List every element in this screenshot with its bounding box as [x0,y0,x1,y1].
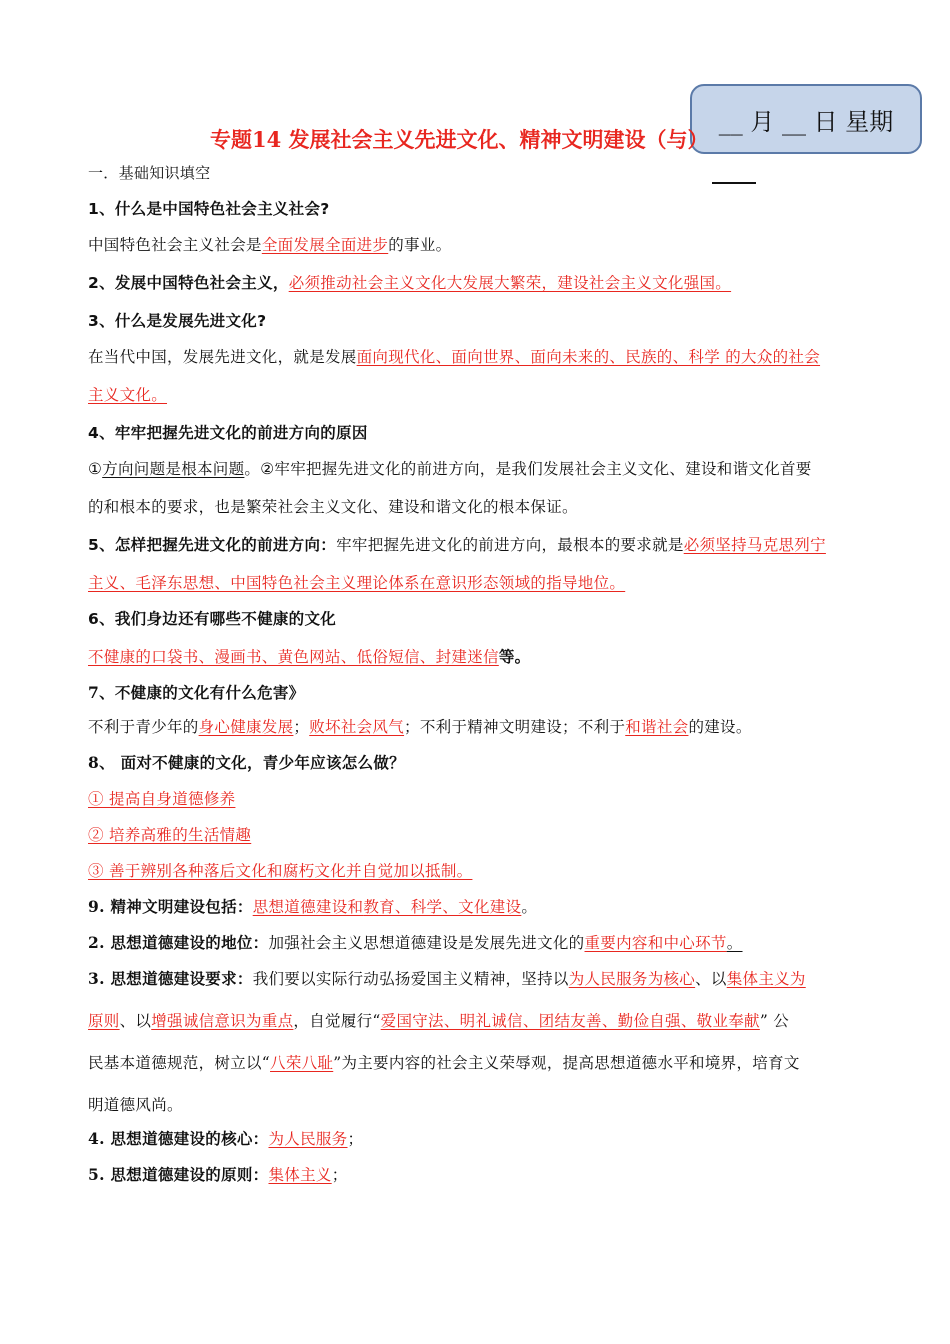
q7-answer-text2: ；不利于精神文明建设；不利于 [404,718,626,736]
s3-text4: 民基本道德规范，树立以“ [88,1054,271,1072]
q6-answer [88,646,878,668]
q5-answer-red-cont: 主义、毛泽东思想、中国特色社会主义理论体系在意识形态领域的指导地位。 [88,574,626,592]
q3-answer-line2 [88,384,878,406]
q8-item: ① 提高自身道德修养 [88,790,236,808]
s3-sep2: 、以 [119,1012,152,1030]
s2-answer-end: 。 [726,934,743,952]
s3-red6: 八荣八耻 [270,1054,334,1072]
q2-question: 2、发展中国特色社会主义， [88,274,289,292]
q1-answer [88,234,878,256]
s2-question: 2. 思想道德建设的地位： [88,933,269,952]
s3-red5: 爱国守法、明礼诚信、团结友善、勤俭自强、敬业奉献 [380,1012,760,1030]
date-line: __ 月 __ 日 星期 [718,107,894,136]
s5-answer-end: ； [331,1166,348,1184]
q8-item: ③ 善于辨别各种落后文化和腐朽文化并自觉加以抵制。 [88,862,473,880]
q9-answer-red1: 思想道德建设 [252,898,348,916]
s5-line [88,1164,878,1186]
s3-line2 [88,1010,878,1032]
s5-answer-red: 集体主义 [268,1166,332,1184]
s2-answer-text: 加强社会主义思想道德建设是发展先进文化的 [268,934,585,952]
s3-sep1: 、以 [695,970,727,988]
q1-answer-end: 的事业。 [388,236,452,254]
q5-answer-text: 牢牢把握先进文化的前进方向，最根本的要求就是 [336,536,684,554]
q7-answer-red3: 和谐社会 [625,718,689,736]
q7-answer-red2: 败坏社会风气 [309,718,405,736]
q7-answer-text: 不利于青少年的 [88,718,199,736]
q4-answer-line2: 的和根本的要求，也是繁荣社会主义文化、建设和谐文化的根本保证。 [88,498,578,516]
s3-text1: 我们要以实际行动弘扬爱国主义精神，坚持以 [252,970,569,988]
s2-line [88,932,878,954]
q9-line [88,896,878,918]
q1-answer-text: 中国特色社会主义社会是 [88,236,262,254]
s4-answer-end: ； [347,1130,364,1148]
q1-question: 1、什么是中国特色社会主义社会? [88,200,330,218]
q5-line1 [88,534,878,556]
q9-question: 9. 精神文明建设包括： [88,897,253,916]
q6-answer-end: 等。 [498,648,531,666]
q4-answer-underlined: 方向问题是根本问题 [102,460,245,478]
q2-answer-red: 必须推动社会主义文化大发展大繁荣，建设社会主义文化强国。 [288,274,732,292]
q6-answer-red: 不健康的口袋书、漫画书、黄色网站、低俗短信、封建迷信 [88,648,499,666]
q4-answer-text: 。②牢牢把握先进文化的前进方向，是我们发展社会主义文化、建设和谐文化首要 [244,460,812,478]
q3-answer-red: 面向现代化、面向世界、面向未来的、民族的、科学 的大众的社会 [356,348,821,366]
q8-question: 8、 面对不健康的文化，青少年应该怎么做？ [88,753,405,772]
q9-answer-and: 和 [347,898,364,916]
page-title: 专题14 发展社会主义先进文化、精神文明建设（与） [210,127,709,152]
q4-question: 4、牢牢把握先进文化的前进方向的原因 [88,424,368,442]
q3-answer-text: 在当代中国，发展先进文化，就是发展 [88,348,357,366]
s3-red1: 为人民服务为核心 [568,970,696,988]
q3-question: 3、什么是发展先进文化? [88,312,267,330]
s3-red3: 原则 [88,1012,120,1030]
q6-question: 6、我们身边还有哪些不健康的文化 [88,610,337,628]
q7-sep: ； [293,718,310,736]
s4-line [88,1128,878,1150]
s3-line1 [88,968,878,990]
s3-line4: 明道德风尚。 [88,1096,183,1114]
s5-question: 5. 思想道德建设的原则： [88,1165,269,1184]
q4-marker: ① [88,460,103,478]
s3-red2: 集体主义为 [726,970,806,988]
s3-text5: ”为主要内容的社会主义荣辱观，提高思想道德水平和境界，培育文 [333,1054,800,1072]
s4-answer-red: 为人民服务 [268,1130,348,1148]
s3-text3: ” 公 [759,1012,790,1030]
q5-answer-red: 必须坚持马克思列宁 [683,536,826,554]
q5-question: 5、怎样把握先进文化的前进方向： [88,536,337,554]
s3-text2: ，自觉履行“ [293,1012,381,1030]
q7-answer [88,716,878,738]
q7-question: 7、不健康的文化有什么危害》 [88,683,305,702]
s4-question: 4. 思想道德建设的核心： [88,1129,269,1148]
q4-answer-line1 [88,458,878,480]
section-heading: 一．基础知识填空 [88,164,211,182]
q7-answer-end: 的建设。 [688,718,752,736]
s3-line3 [88,1052,878,1074]
q9-answer-end: 。 [521,898,538,916]
s2-answer-red: 重要内容和中心环节 [584,934,727,952]
s3-red4: 增强诚信意识为重点 [151,1012,294,1030]
q1-answer-red: 全面发展全面进步 [261,236,389,254]
q8-item: ② 培养高雅的生活情趣 [88,826,252,844]
q7-answer-red1: 身心健康发展 [198,718,294,736]
q3-answer-red-cont: 主义文化。 [88,386,168,404]
q5-line2 [88,572,878,594]
q2-line [88,272,878,294]
s3-question: 3. 思想道德建设要求： [88,969,253,988]
q9-answer-red2: 教育、科学、文化建设 [363,898,522,916]
q3-answer-line1 [88,346,878,368]
